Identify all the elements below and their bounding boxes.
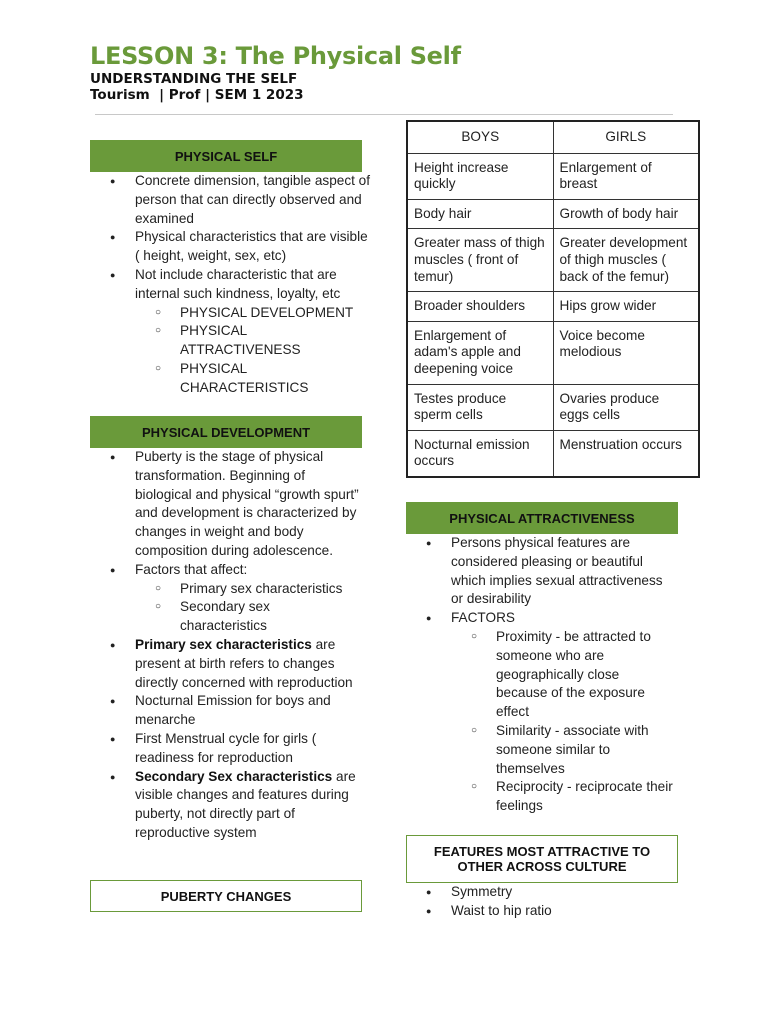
list-item: ● Symmetry bbox=[406, 883, 686, 902]
course-meta: Tourism | Prof | SEM 1 2023 bbox=[90, 87, 304, 103]
list-item: ● Persons physical features are considered pleasing or beautiful which implies sexual attractiveness or desirability bbox=[406, 534, 686, 609]
list-item bbox=[90, 768, 370, 843]
sub-list-item: ○ Secondary sex characteristics bbox=[90, 598, 370, 636]
table-cell: Greater mass of thigh muscles ( front of temur) bbox=[407, 229, 553, 292]
sub-list-item: ○ Similarity - associate with someone similar to themselves bbox=[406, 722, 686, 778]
table-cell: Enlargement of adam's apple and deepening voice bbox=[407, 321, 553, 384]
sub-list-item: ○ Proximity - be attracted to someone who are geographically close because of the exposure effect bbox=[406, 628, 686, 722]
list-item: ● First Menstrual cycle for girls ( readiness for reproduction bbox=[90, 730, 370, 768]
list-item: ● FACTORS bbox=[406, 609, 686, 628]
physical-self-heading: PHYSICAL SELF bbox=[90, 140, 362, 172]
secondary-sex-definition: are visible changes and features during puberty, not directly part of reproductive system bbox=[135, 768, 356, 840]
physical-development-list bbox=[90, 448, 370, 843]
header-divider bbox=[95, 114, 673, 115]
list-item bbox=[90, 636, 370, 692]
course-title: UNDERSTANDING THE SELF bbox=[90, 71, 298, 87]
table-row bbox=[407, 321, 699, 384]
table-cell: Nocturnal emission occurs bbox=[407, 430, 553, 477]
table-cell: Menstruation occurs bbox=[553, 430, 699, 477]
sub-list-item: ○ Primary sex characteristics bbox=[90, 580, 370, 599]
table-cell: Growth of body hair bbox=[553, 199, 699, 229]
column-header-boys: BOYS bbox=[407, 121, 553, 153]
column-header-girls: GIRLS bbox=[553, 121, 699, 153]
secondary-sex-term: Secondary Sex characteristics bbox=[135, 768, 333, 784]
table-cell: Height increase quickly bbox=[407, 153, 553, 199]
puberty-changes-heading: PUBERTY CHANGES bbox=[90, 880, 362, 912]
primary-sex-definition: are present at birth refers to changes directly concerned with reproduction bbox=[135, 636, 353, 690]
table-cell: Enlargement of breast bbox=[553, 153, 699, 199]
table-cell: Testes produce sperm cells bbox=[407, 384, 553, 430]
list-item: ● Not include characteristic that are internal such kindness, loyalty, etc bbox=[90, 266, 370, 304]
table-row bbox=[407, 384, 699, 430]
page-title: LESSON 3: The Physical Self bbox=[90, 42, 461, 70]
sub-list-item: ○ PHYSICAL ATTRACTIVENESS bbox=[90, 322, 370, 360]
table-row bbox=[407, 292, 699, 322]
sub-list-item: ○ Reciprocity - reciprocate their feelings bbox=[406, 778, 686, 816]
table-cell: Ovaries produce eggs cells bbox=[553, 384, 699, 430]
list-item: ● Puberty is the stage of physical transformation. Beginning of biological and physical “growth spurt” and development is characterized by changes in weight and body composition during adolescence. bbox=[90, 448, 370, 561]
physical-self-list bbox=[90, 172, 370, 398]
sub-list-item: ○ PHYSICAL CHARACTERISTICS bbox=[90, 360, 370, 398]
physical-development-heading: PHYSICAL DEVELOPMENT bbox=[90, 416, 362, 448]
puberty-changes-table bbox=[406, 120, 700, 478]
features-attractive-heading: FEATURES MOST ATTRACTIVE TO OTHER ACROSS CULTURE bbox=[406, 835, 678, 883]
features-attractive-list bbox=[406, 883, 686, 921]
table-cell: Body hair bbox=[407, 199, 553, 229]
page-subtitle bbox=[90, 71, 304, 103]
table-row bbox=[407, 229, 699, 292]
list-item: ● Physical characteristics that are visible ( height, weight, sex, etc) bbox=[90, 228, 370, 266]
physical-attractiveness-heading: PHYSICAL ATTRACTIVENESS bbox=[406, 502, 678, 534]
list-item: ● Factors that affect: bbox=[90, 561, 370, 580]
list-item: ● Waist to hip ratio bbox=[406, 902, 686, 921]
table-row bbox=[407, 153, 699, 199]
table-cell: Voice become melodious bbox=[553, 321, 699, 384]
table-cell: Broader shoulders bbox=[407, 292, 553, 322]
table-cell: Hips grow wider bbox=[553, 292, 699, 322]
table-row bbox=[407, 199, 699, 229]
table-row bbox=[407, 430, 699, 477]
sub-list-item: ○ PHYSICAL DEVELOPMENT bbox=[90, 304, 370, 323]
list-item: ● Nocturnal Emission for boys and menarche bbox=[90, 692, 370, 730]
list-item: ● Concrete dimension, tangible aspect of person that can directly observed and examined bbox=[90, 172, 370, 228]
physical-attractiveness-list bbox=[406, 534, 686, 816]
table-header-row bbox=[407, 121, 699, 153]
primary-sex-term: Primary sex characteristics bbox=[135, 636, 312, 652]
table-cell: Greater development of thigh muscles ( back of the femur) bbox=[553, 229, 699, 292]
